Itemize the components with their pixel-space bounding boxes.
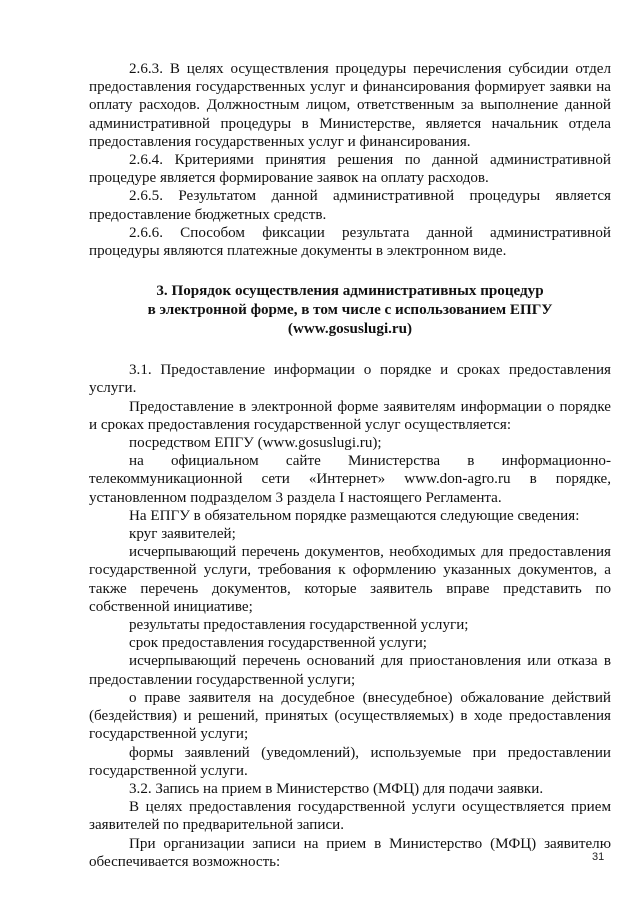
list-item-grounds: исчерпывающий перечень оснований для приостановления или отказа в предоставлении государственной услуги; xyxy=(89,653,611,688)
list-item-forms: формы заявлений (уведомлений), используемые при предоставлении государственной услуги. xyxy=(89,744,611,779)
paragraph-3-1: 3.1. Предоставление информации о порядке и сроках предоставления услуги. xyxy=(89,362,611,397)
paragraph-pre-registration: В целях предоставления государственной услуги осуществляется прием заявителей по предварительной записи. xyxy=(89,799,611,834)
list-item-documents: исчерпывающий перечень документов, необходимых для предоставления государственной услуги, требования к оформлению указанных документов, а также перечень документов, которые заявитель вправе представить по собственной инициативе; xyxy=(89,544,611,615)
list-item-official-site: на официальном сайте Министерства в информационно-телекоммуникационной сети «Интернет» www.don-agro.ru в порядке, установленном подразделом 3 раздела I настоящего Регламента. xyxy=(89,453,611,506)
list-item-appeal: о праве заявителя на досудебное (внесудебное) обжалование действий (бездействия) и решений, принятых (осуществляемых) в ходе предоставления государственной услуги; xyxy=(89,689,611,743)
list-item-epgu: посредством ЕПГУ (www.gosuslugi.ru); xyxy=(129,435,382,452)
paragraph-registration-options: При организации записи на прием в Министерство (МФЦ) заявителю обеспечивается возможность: xyxy=(89,835,611,870)
paragraph-2-6-5: 2.6.5. Результатом данной административной процедуры является предоставление бюджетных средств. xyxy=(89,188,611,223)
paragraph-2-6-6: 2.6.6. Способом фиксации результата данной административной процедуры являются платежные документы в электронном виде. xyxy=(89,224,611,260)
page-number: 31 xyxy=(592,851,605,863)
list-item-results: результаты предоставления государственной услуги; xyxy=(129,617,469,634)
paragraph-electronic-info: Предоставление в электронной форме заявителям информации о порядке и сроках предоставления государственной услуг осуществляется: xyxy=(89,398,611,433)
paragraph-2-6-3: 2.6.3. В целях осуществления процедуры перечисления субсидии отдел предоставления государственных услуг и финансирования формирует заявки на оплату расходов. Должностным лицом, ответственным за выполнение данной административной процедуры в Министерстве, является начальник отдела предоставления государственных услуг и финансирования. xyxy=(89,61,611,150)
section-heading-line-2: в электронной форме, в том числе с использованием ЕПГУ xyxy=(147,302,553,319)
paragraph-3-2: 3.2. Запись на прием в Министерство (МФЦ) для подачи заявки. xyxy=(129,780,544,797)
paragraph-2-6-4: 2.6.4. Критериями принятия решения по данной административной процедуре является формирование заявок на оплату расходов. xyxy=(89,152,611,187)
list-item-term: срок предоставления государственной услуги; xyxy=(129,635,427,652)
section-heading xyxy=(89,282,611,339)
section-heading-line-1: 3. Порядок осуществления административных процедур xyxy=(156,283,544,300)
list-item-applicants: круг заявителей; xyxy=(129,526,236,543)
paragraph-epgu-info: На ЕПГУ в обязательном порядке размещаются следующие сведения: xyxy=(129,507,580,524)
document-body xyxy=(89,60,611,871)
section-heading-line-3: (www.gosuslugi.ru) xyxy=(287,321,413,338)
